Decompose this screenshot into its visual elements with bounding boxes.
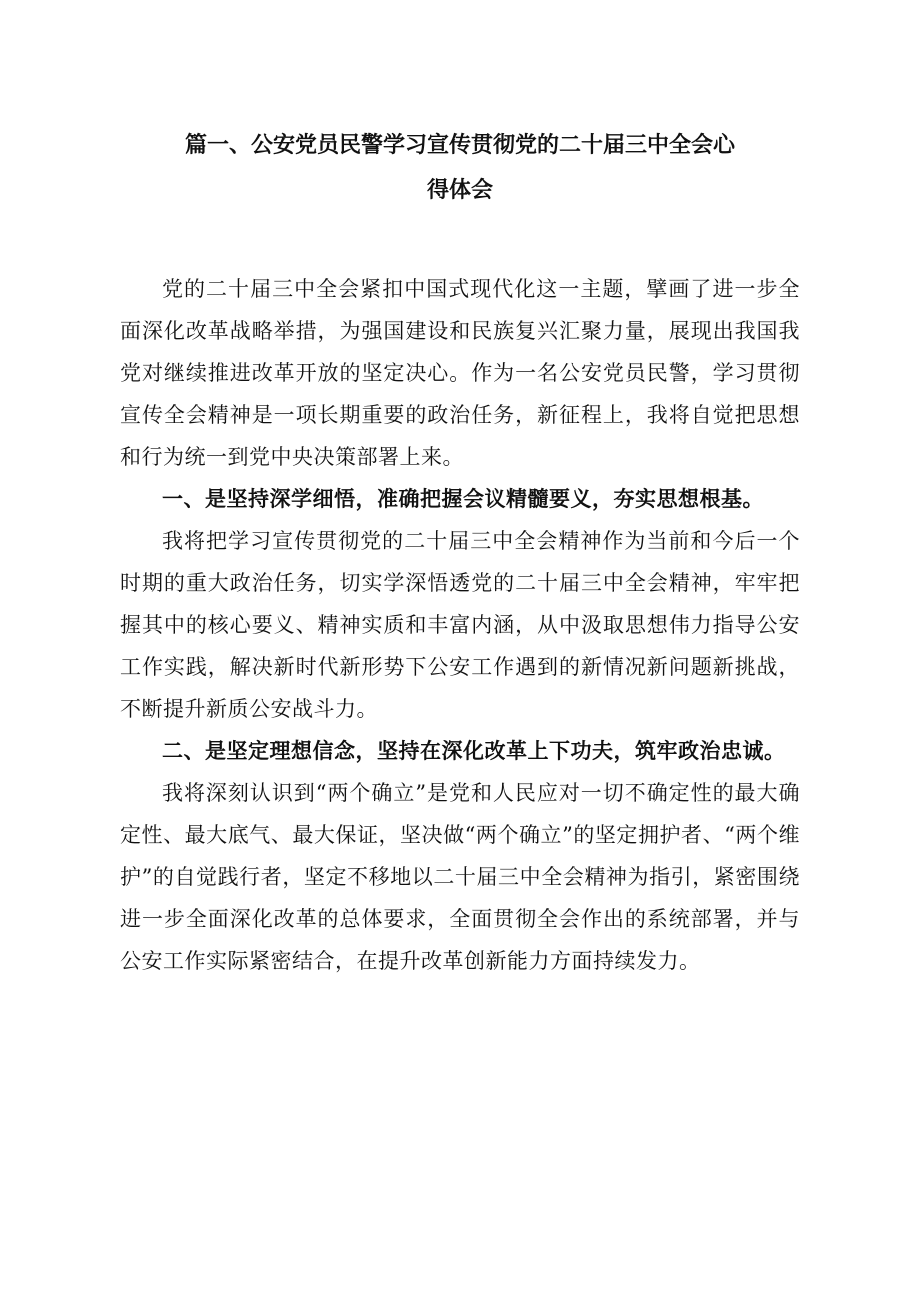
section-heading-1: 一、是坚持深学细悟，准确把握会议精髓要义，夯实思想根基。 <box>162 486 764 511</box>
section-paragraph-1: 我将把学习宣传贯彻党的二十届三中全会精神作为当前和今后一个时期的重大政治任务，切实学深悟透党的二十届三中全会精神，牢牢把握其中的核心要义、精神实质和丰富内涵，从中汲取思想伟力指导公安工作实践，解决新时代新形势下公安工作遇到的新情况新问题新挑战，不断提升新质公安战斗力。 <box>120 529 800 721</box>
section-paragraph-2: 我将深刻认识到“两个确立”是党和人民应对一切不确定性的最大确定性、最大底气、最大保证，坚决做“两个确立”的坚定拥护者、“两个维护”的自觉践行者，坚定不移地以二十届三中全会精神为指引，紧密围绕进一步全面深化改革的总体要求，全面贯彻全会作出的系统部署，并与公安工作实际紧密结合，在提升改革创新能力方面持续发力。 <box>120 781 800 973</box>
document-title-line-1: 篇一、公安党员民警学习宣传贯彻党的二十届三中全会心 <box>184 132 735 158</box>
document-title-line-2: 得体会 <box>426 177 493 203</box>
document-body <box>120 268 800 982</box>
section-heading-2: 二、是坚定理想信念，坚持在深化改革上下功夫，筑牢政治忠诚。 <box>162 738 786 763</box>
intro-paragraph: 党的二十届三中全会紧扣中国式现代化这一主题，擘画了进一步全面深化改革战略举措，为强国建设和民族复兴汇聚力量，展现出我国我党对继续推进改革开放的坚定决心。作为一名公安党员民警，学习贯彻宣传全会精神是一项长期重要的政治任务，新征程上，我将自觉把思想和行为统一到党中央决策部署上来。 <box>120 277 800 469</box>
